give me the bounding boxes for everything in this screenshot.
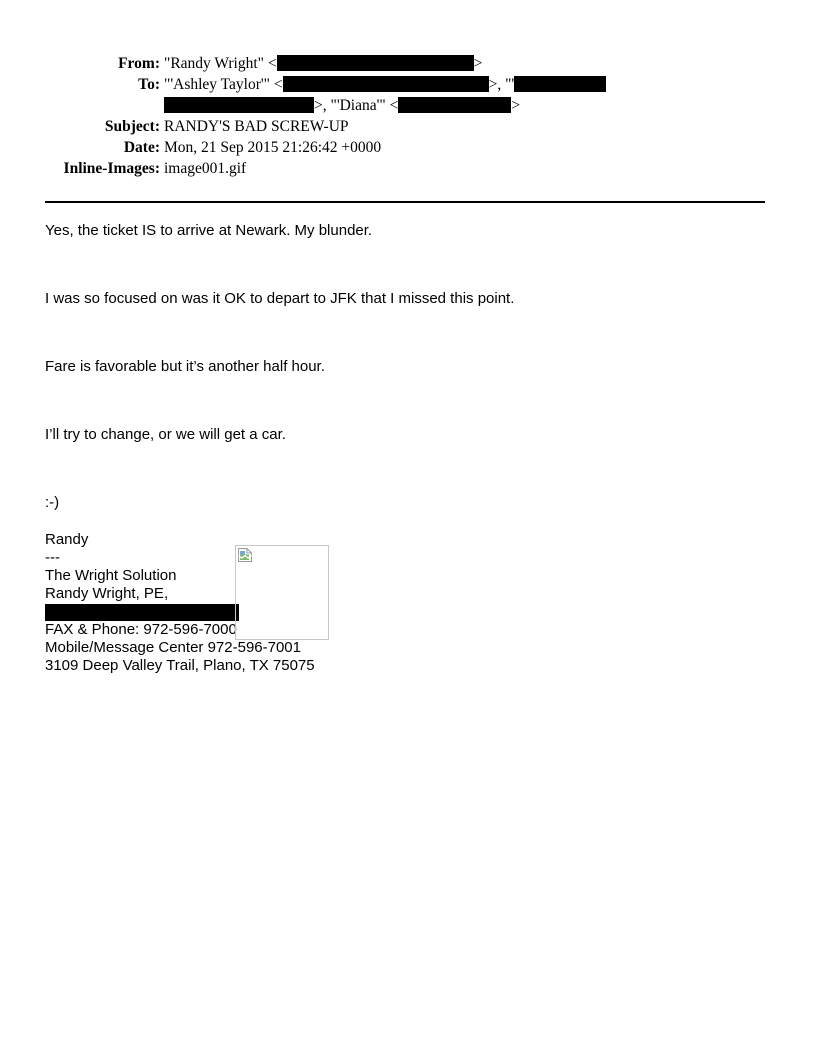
subject-value: RANDY'S BAD SCREW-UP [164, 118, 349, 135]
to-row [0, 74, 816, 95]
body-paragraph: I was so focused on was it OK to depart to JFK that I missed this point. [45, 290, 515, 307]
body-paragraph: :-) [45, 494, 60, 511]
body-paragraph: Yes, the ticket IS to arrive at Newark. My blunder. [45, 222, 373, 239]
date-row [0, 137, 816, 158]
to-row-continued: >, "'Diana'" < > [0, 95, 816, 116]
inline-images-value: image001.gif [164, 160, 247, 177]
redacted-email [277, 55, 474, 71]
redacted-email [398, 97, 511, 113]
body-paragraph: I’ll try to change, or we will get a car. [45, 426, 286, 443]
inline-images-row [0, 158, 816, 179]
signature-mobile: Mobile/Message Center 972-596-7001 [45, 639, 301, 656]
header-divider [45, 201, 765, 203]
from-row [0, 53, 816, 74]
from-label: From: [118, 55, 160, 72]
from-value: "Randy Wright" < > [164, 55, 483, 72]
to-value: "'Ashley Taylor'" < >, "' [164, 74, 606, 95]
broken-image-icon [237, 547, 253, 563]
redacted-email [283, 76, 489, 92]
redacted-text [45, 604, 239, 621]
redacted-email [164, 97, 314, 113]
to-label: To: [138, 76, 160, 93]
email-header [0, 53, 816, 179]
date-label: Date: [123, 139, 160, 156]
inline-images-label: Inline-Images: [63, 160, 160, 177]
inline-image-placeholder [235, 545, 329, 640]
date-value: Mon, 21 Sep 2015 21:26:42 +0000 [164, 139, 382, 156]
signature-company: The Wright Solution [45, 567, 177, 584]
signature-title: Randy Wright, PE, [45, 585, 169, 602]
body-paragraph: Fare is favorable but it’s another half hour. [45, 358, 325, 375]
signature-name: Randy [45, 531, 89, 548]
signature-dashes: --- [45, 549, 60, 566]
subject-label: Subject: [104, 118, 160, 135]
subject-row [0, 116, 816, 137]
signature-address: 3109 Deep Valley Trail, Plano, TX 75075 [45, 657, 315, 674]
redacted-name [514, 76, 606, 92]
signature-fax: FAX & Phone: 972-596-7000 [45, 621, 237, 638]
